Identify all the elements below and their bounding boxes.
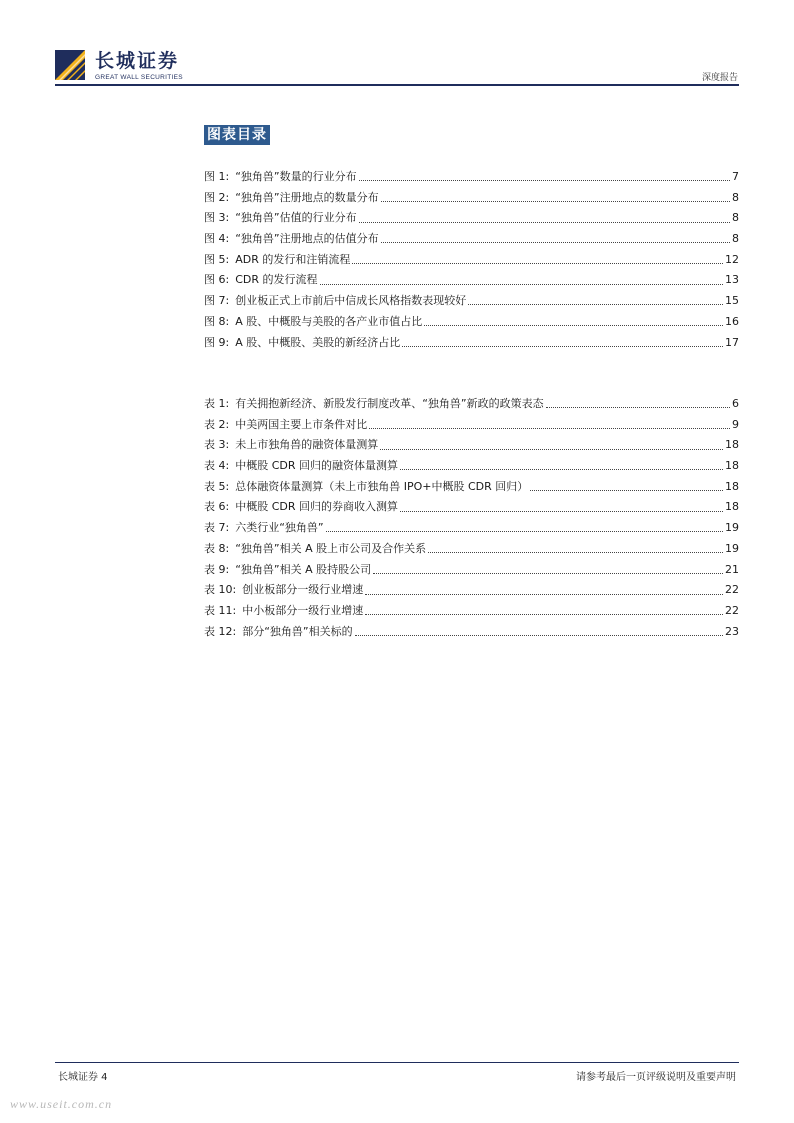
table-number: 表 5: (204, 479, 230, 493)
page-number: 23 (725, 624, 739, 638)
brand-name-cn: 长城证券 (95, 50, 180, 72)
table-title: 总体融资体量测算（未上市独角兽 IPO+中概股 CDR 回归） (235, 479, 529, 493)
brand-name-en: GREAT WALL SECURITIES (95, 74, 183, 81)
dot-leader (530, 489, 723, 491)
figure-number: 图 7: (204, 294, 230, 308)
table-number: 表 4: (204, 459, 230, 473)
dot-leader (369, 427, 730, 429)
page-number: 9 (732, 417, 739, 431)
page-number: 16 (725, 314, 739, 328)
dot-leader (365, 593, 723, 595)
page-number: 18 (725, 459, 739, 473)
table-entry[interactable] (204, 580, 739, 601)
table-title: “独角兽”相关 A 股上市公司及合作关系 (235, 541, 427, 555)
table-entry[interactable] (204, 456, 739, 477)
section-title: 图表目录 (204, 125, 270, 145)
table-entry[interactable] (204, 477, 739, 498)
page-number: 19 (725, 541, 739, 555)
figure-entry[interactable] (204, 250, 739, 271)
page-number: 13 (725, 273, 739, 287)
page-number: 15 (725, 294, 739, 308)
page-number: 12 (725, 252, 739, 266)
footer-disclaimer: 请参考最后一页评级说明及重要声明 (576, 1072, 736, 1083)
figure-title: 创业板正式上市前后中信成长风格指数表现较好 (235, 294, 467, 308)
figure-title: ADR 的发行和注销流程 (235, 252, 351, 266)
page-number: 18 (725, 479, 739, 493)
page-number: 8 (732, 190, 739, 204)
page-number: 8 (732, 232, 739, 246)
figure-list (204, 167, 739, 353)
dot-leader (359, 179, 730, 181)
table-number: 表 7: (204, 521, 230, 535)
dot-leader (546, 406, 730, 408)
table-title: 未上市独角兽的融资体量测算 (235, 438, 379, 452)
table-title: “独角兽”相关 A 股持股公司 (235, 562, 372, 576)
figure-number: 图 8: (204, 314, 230, 328)
table-entry[interactable] (204, 622, 739, 643)
dot-leader (428, 551, 723, 553)
dot-leader (320, 283, 724, 285)
dot-leader (355, 634, 723, 636)
figure-entry[interactable] (204, 229, 739, 250)
figure-entry[interactable] (204, 291, 739, 312)
dot-leader (373, 572, 723, 574)
table-title: 有关拥抱新经济、新股发行制度改革、“独角兽”新政的政策表态 (235, 397, 544, 410)
figure-title: “独角兽”注册地点的估值分布 (235, 232, 379, 246)
page-number: 18 (725, 438, 739, 452)
dot-leader (365, 613, 723, 615)
page-number: 17 (725, 335, 739, 349)
figure-entry[interactable] (204, 167, 739, 188)
dot-leader (400, 510, 723, 512)
dot-leader (326, 530, 723, 532)
great-wall-logo-icon (55, 50, 85, 80)
table-number: 表 12: (204, 624, 237, 638)
table-list (204, 394, 739, 642)
table-title: 中概股 CDR 回归的券商收入测算 (235, 500, 398, 514)
table-number: 表 10: (204, 583, 237, 597)
dot-leader (381, 241, 730, 243)
figure-title: “独角兽”数量的行业分布 (235, 170, 357, 183)
footer-page-label: 长城证券 4 (58, 1072, 108, 1083)
table-number: 表 3: (204, 438, 230, 452)
table-number: 表 1: (204, 397, 230, 410)
table-title: 中美两国主要上市条件对比 (235, 417, 368, 431)
table-number: 表 8: (204, 541, 230, 555)
table-number: 表 2: (204, 417, 230, 431)
figure-number: 图 1: (204, 170, 230, 183)
figure-number: 图 3: (204, 211, 230, 225)
table-entry[interactable] (204, 435, 739, 456)
report-type: 深度报告 (701, 73, 738, 83)
dot-leader (468, 303, 723, 305)
page-number: 21 (725, 562, 739, 576)
figure-entry[interactable] (204, 312, 739, 333)
figure-number: 图 4: (204, 232, 230, 246)
table-entry[interactable] (204, 539, 739, 560)
figure-title: A 股、中概股与美股的各产业市值占比 (235, 314, 423, 328)
dot-leader (359, 221, 730, 223)
figure-number: 图 5: (204, 252, 230, 266)
figure-entry[interactable] (204, 208, 739, 229)
page-number: 22 (725, 603, 739, 617)
footer-divider (55, 1062, 739, 1063)
table-number: 表 9: (204, 562, 230, 576)
table-entry[interactable] (204, 497, 739, 518)
page-number: 7 (732, 170, 739, 183)
dot-leader (381, 200, 730, 202)
page-number: 19 (725, 521, 739, 535)
table-title: 六类行业“独角兽” (235, 521, 324, 535)
brand (95, 50, 183, 81)
table-entry[interactable] (204, 415, 739, 436)
table-title: 中小板部分一级行业增速 (242, 603, 364, 617)
figure-number: 图 2: (204, 190, 230, 204)
figure-number: 图 6: (204, 273, 230, 287)
figure-number: 图 9: (204, 335, 230, 349)
dot-leader (402, 345, 723, 347)
figure-entry[interactable] (204, 188, 739, 209)
table-title: 创业板部分一级行业增速 (242, 583, 364, 597)
header-divider (55, 84, 739, 86)
table-entry[interactable] (204, 394, 739, 415)
table-number: 表 11: (204, 603, 237, 617)
dot-leader (380, 448, 723, 450)
dot-leader (352, 262, 723, 264)
table-title: 中概股 CDR 回归的融资体量测算 (235, 459, 398, 473)
dot-leader (424, 324, 723, 326)
table-entry[interactable] (204, 560, 739, 581)
table-entry[interactable] (204, 518, 739, 539)
figure-title: “独角兽”估值的行业分布 (235, 211, 357, 225)
table-entry[interactable] (204, 601, 739, 622)
page-number: 6 (732, 397, 739, 410)
page-number: 8 (732, 211, 739, 225)
dot-leader (400, 468, 723, 470)
figure-entry[interactable] (204, 270, 739, 291)
figure-title: “独角兽”注册地点的数量分布 (235, 190, 379, 204)
page-number: 22 (725, 583, 739, 597)
watermark: www.useit.com.cn (10, 1097, 113, 1111)
figure-entry[interactable] (204, 333, 739, 354)
figure-title: A 股、中概股、美股的新经济占比 (235, 335, 401, 349)
figure-title: CDR 的发行流程 (235, 273, 318, 287)
page-number: 18 (725, 500, 739, 514)
table-number: 表 6: (204, 500, 230, 514)
table-title: 部分“独角兽”相关标的 (242, 624, 353, 638)
